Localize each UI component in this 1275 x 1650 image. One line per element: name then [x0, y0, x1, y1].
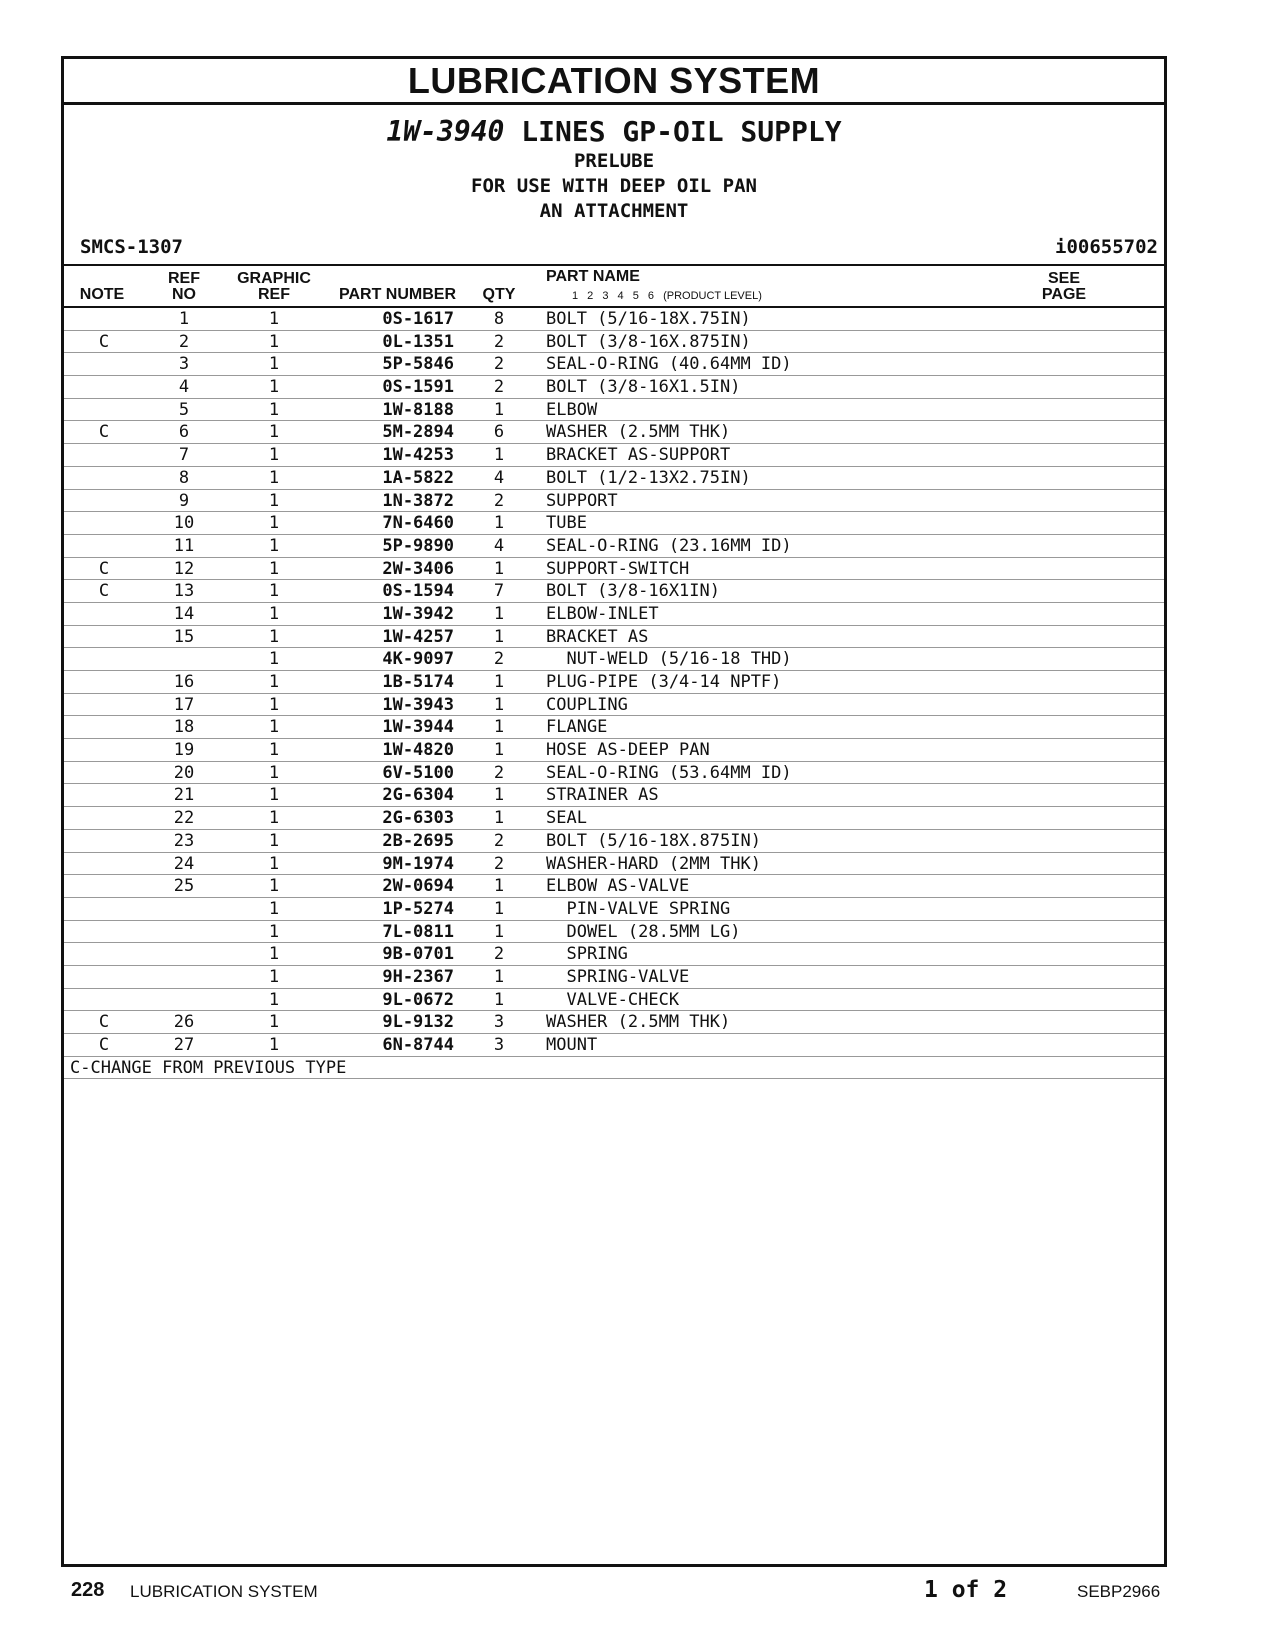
- graphic-ref-cell: 1: [268, 445, 280, 466]
- part-name-cell: SUPPORT: [546, 490, 618, 511]
- qty-cell: 1: [493, 445, 505, 466]
- ref-no-cell: 9: [178, 490, 190, 511]
- ref-no-cell: 10: [173, 513, 195, 534]
- table-row: [64, 989, 1164, 1012]
- ref-no-cell: 19: [173, 740, 195, 761]
- ref-no-cell: 3: [178, 354, 190, 375]
- table-row: [64, 853, 1164, 876]
- graphic-ref-cell: 1: [268, 649, 280, 670]
- graphic-ref-cell: 1: [268, 581, 280, 602]
- part-number-cell: 0S-1594: [382, 581, 454, 602]
- ref-no-cell: 22: [173, 808, 195, 829]
- qty-cell: 2: [493, 853, 505, 874]
- graphic-ref-cell: 1: [268, 921, 280, 942]
- part-name-cell: PIN-VALVE SPRING: [546, 898, 731, 919]
- ref-no-cell: 17: [173, 694, 195, 715]
- graphic-ref-cell: 1: [268, 762, 280, 783]
- table-row: [64, 784, 1164, 807]
- graphic-ref-cell: 1: [268, 422, 280, 443]
- graphic-ref-cell: 1: [268, 558, 280, 579]
- part-number-cell: 9L-9132: [382, 1012, 454, 1033]
- graphic-ref-cell: 1: [268, 966, 280, 987]
- ref-no-cell: 7: [178, 445, 190, 466]
- note-cell: C: [98, 558, 110, 579]
- part-name-cell: DOWEL (28.5MM LG): [546, 921, 741, 942]
- part-name-cell: BOLT (1/2-13X2.75IN): [546, 467, 751, 488]
- ref-no-cell: 25: [173, 876, 195, 897]
- graphic-ref-cell: 1: [268, 808, 280, 829]
- illustration-id: i00655702: [1055, 236, 1158, 258]
- part-name-cell: BOLT (3/8-16X1IN): [546, 581, 720, 602]
- graphic-ref-cell: 1: [268, 989, 280, 1010]
- table-row: [64, 444, 1164, 467]
- ref-no-cell: 16: [173, 672, 195, 692]
- part-name-cell: SEAL-O-RING (53.64MM ID): [546, 762, 792, 783]
- ref-no-cell: 27: [173, 1035, 195, 1055]
- table-row: [64, 762, 1164, 785]
- part-number-cell: 4K-9097: [382, 649, 454, 670]
- footer-section: LUBRICATION SYSTEM: [130, 1582, 318, 1601]
- graphic-ref-cell: 1: [268, 331, 280, 352]
- graphic-ref-cell: 1: [268, 717, 280, 738]
- note-cell: C: [98, 331, 110, 352]
- group-part-number: 1W-3940: [386, 115, 505, 148]
- graphic-ref-cell: 1: [268, 740, 280, 761]
- graphic-ref-cell: 1: [268, 785, 280, 806]
- part-number-cell: 2B-2695: [382, 830, 454, 851]
- table-row: [64, 830, 1164, 853]
- part-name-cell: SEAL-O-RING (23.16MM ID): [546, 535, 792, 556]
- qty-cell: 6: [493, 422, 505, 443]
- part-number-cell: 1W-4253: [382, 445, 454, 466]
- part-name-cell: SEAL-O-RING (40.64MM ID): [546, 354, 792, 375]
- ref-no-cell: 20: [173, 762, 195, 783]
- table-row: [64, 626, 1164, 649]
- part-number-cell: 5P-9890: [382, 535, 454, 556]
- table-row: [64, 694, 1164, 717]
- table-row: [64, 875, 1164, 898]
- graphic-ref-cell: 1: [268, 309, 280, 329]
- qty-cell: 1: [493, 808, 505, 829]
- table-row: [64, 467, 1164, 490]
- smcs-code: SMCS-1307: [80, 236, 183, 258]
- qty-cell: 1: [493, 626, 505, 647]
- subtitle-3: AN ATTACHMENT: [539, 200, 689, 222]
- parts-table-body: [64, 308, 1164, 1057]
- part-name-cell: MOUNT: [546, 1035, 598, 1055]
- table-row: [64, 399, 1164, 422]
- graphic-ref-cell: 1: [268, 1012, 280, 1033]
- part-name-cell: VALVE-CHECK: [546, 989, 680, 1010]
- footnote: [64, 1057, 1164, 1080]
- product-level-numbers: 1 2 3 4 5 6: [572, 290, 654, 302]
- product-level-label: (PRODUCT LEVEL): [663, 290, 762, 302]
- table-row: [64, 353, 1164, 376]
- ref-no-cell: 6: [178, 422, 190, 443]
- part-number-cell: 1W-8188: [382, 399, 454, 420]
- part-number-cell: 1P-5274: [382, 898, 454, 919]
- part-number-cell: 2G-6303: [382, 808, 454, 829]
- qty-cell: 2: [493, 649, 505, 670]
- part-number-cell: 1B-5174: [382, 672, 454, 692]
- part-number-cell: 0S-1617: [382, 309, 454, 329]
- ref-no-cell: 24: [173, 853, 195, 874]
- graphic-ref-cell: 1: [268, 898, 280, 919]
- part-number-cell: 2W-3406: [382, 558, 454, 579]
- table-row: [64, 921, 1164, 944]
- part-number-cell: 9B-0701: [382, 944, 454, 965]
- qty-cell: 3: [493, 1035, 505, 1055]
- qty-cell: 1: [493, 921, 505, 942]
- table-row: [64, 421, 1164, 444]
- part-number-cell: 1W-4820: [382, 740, 454, 761]
- part-number-cell: 0L-1351: [382, 331, 454, 352]
- part-name-cell: HOSE AS-DEEP PAN: [546, 740, 710, 761]
- graphic-ref-cell: 1: [268, 399, 280, 420]
- part-name-cell: BOLT (3/8-16X1.5IN): [546, 377, 741, 398]
- table-row: [64, 331, 1164, 354]
- graphic-ref-cell: 1: [268, 672, 280, 692]
- note-cell: C: [98, 581, 110, 602]
- part-number-cell: 1W-3943: [382, 694, 454, 715]
- table-row: [64, 535, 1164, 558]
- part-number-cell: 1N-3872: [382, 490, 454, 511]
- group-name: LINES GP-OIL SUPPLY: [521, 115, 842, 148]
- part-number-cell: 1A-5822: [382, 467, 454, 488]
- smcs-row: [64, 234, 1164, 266]
- note-cell: C: [98, 1012, 110, 1033]
- ref-no-cell: 18: [173, 717, 195, 738]
- col-ref-no-line1: REF: [168, 270, 200, 287]
- product-levels: [572, 290, 762, 302]
- part-number-cell: 5P-5846: [382, 354, 454, 375]
- table-row: [64, 376, 1164, 399]
- part-name-cell: WASHER (2.5MM THK): [546, 422, 731, 443]
- col-graphic-ref-line1: GRAPHIC: [237, 270, 311, 287]
- part-name-cell: WASHER (2.5MM THK): [546, 1012, 731, 1033]
- part-number-cell: 7N-6460: [382, 513, 454, 534]
- part-name-cell: FLANGE: [546, 717, 608, 738]
- table-row: [64, 603, 1164, 626]
- qty-cell: 1: [493, 876, 505, 897]
- part-name-cell: ELBOW-INLET: [546, 603, 659, 624]
- part-number-cell: 9L-0672: [382, 989, 454, 1010]
- graphic-ref-cell: 1: [268, 853, 280, 874]
- qty-cell: 2: [493, 762, 505, 783]
- ref-no-cell: 2: [178, 331, 190, 352]
- ref-no-cell: 26: [173, 1012, 195, 1033]
- graphic-ref-cell: 1: [268, 490, 280, 511]
- col-part-name: PART NAME: [546, 268, 640, 285]
- graphic-ref-cell: 1: [268, 694, 280, 715]
- graphic-ref-cell: 1: [268, 354, 280, 375]
- col-note: NOTE: [79, 286, 125, 303]
- qty-cell: 1: [493, 558, 505, 579]
- part-number-cell: 0S-1591: [382, 377, 454, 398]
- part-number-cell: 2W-0694: [382, 876, 454, 897]
- part-name-cell: SUPPORT-SWITCH: [546, 558, 690, 579]
- footer-document-id: SEBP2966: [1077, 1582, 1161, 1601]
- ref-no-cell: 23: [173, 830, 195, 851]
- graphic-ref-cell: 1: [268, 944, 280, 965]
- qty-cell: 2: [493, 354, 505, 375]
- group-title: [64, 115, 1164, 149]
- qty-cell: 3: [493, 1012, 505, 1033]
- ref-no-cell: 8: [178, 467, 190, 488]
- footer-sheet: 1 of 2: [924, 1577, 1008, 1603]
- graphic-ref-cell: 1: [268, 535, 280, 556]
- part-name-cell: SPRING: [546, 944, 628, 965]
- qty-cell: 1: [493, 603, 505, 624]
- table-row: [64, 739, 1164, 762]
- ref-no-cell: 13: [173, 581, 195, 602]
- part-number-cell: 6N-8744: [382, 1035, 454, 1055]
- col-ref-no-line2: NO: [172, 286, 196, 303]
- ref-no-cell: 4: [178, 377, 190, 398]
- graphic-ref-cell: 1: [268, 1035, 280, 1055]
- ref-no-cell: 14: [173, 603, 195, 624]
- qty-cell: 1: [493, 966, 505, 987]
- graphic-ref-cell: 1: [268, 603, 280, 624]
- part-number-cell: 6V-5100: [382, 762, 454, 783]
- graphic-ref-cell: 1: [268, 377, 280, 398]
- table-row: [64, 490, 1164, 513]
- table-row: [64, 966, 1164, 989]
- qty-cell: 1: [493, 717, 505, 738]
- part-name-cell: BOLT (3/8-16X.875IN): [546, 331, 751, 352]
- graphic-ref-cell: 1: [268, 830, 280, 851]
- table-row: [64, 1011, 1164, 1034]
- part-name-cell: WASHER-HARD (2MM THK): [546, 853, 761, 874]
- ref-no-cell: 15: [173, 626, 195, 647]
- part-number-cell: 9M-1974: [382, 853, 454, 874]
- part-name-cell: BRACKET AS: [546, 626, 649, 647]
- qty-cell: 1: [493, 898, 505, 919]
- part-number-cell: 7L-0811: [382, 921, 454, 942]
- subtitle-2: FOR USE WITH DEEP OIL PAN: [471, 175, 757, 197]
- ref-no-cell: 12: [173, 558, 195, 579]
- table-row: [64, 716, 1164, 739]
- part-number-cell: 1W-4257: [382, 626, 454, 647]
- table-row: [64, 558, 1164, 581]
- qty-cell: 1: [493, 672, 505, 692]
- qty-cell: 1: [493, 740, 505, 761]
- ref-no-cell: 1: [178, 309, 190, 329]
- part-number-cell: 1W-3942: [382, 603, 454, 624]
- table-row: [64, 580, 1164, 603]
- col-see-page-line2: PAGE: [1041, 286, 1087, 303]
- qty-cell: 1: [493, 989, 505, 1010]
- note-cell: C: [98, 422, 110, 443]
- table-header: [64, 266, 1164, 308]
- qty-cell: 4: [493, 535, 505, 556]
- part-name-cell: NUT-WELD (5/16-18 THD): [546, 649, 792, 670]
- qty-cell: 2: [493, 331, 505, 352]
- part-name-cell: SEAL: [546, 808, 587, 829]
- part-name-cell: ELBOW AS-VALVE: [546, 876, 690, 897]
- qty-cell: 2: [493, 490, 505, 511]
- qty-cell: 2: [493, 830, 505, 851]
- footer-page-number: 228: [71, 1579, 105, 1601]
- qty-cell: 1: [493, 399, 505, 420]
- ref-no-cell: 11: [173, 535, 195, 556]
- part-name-cell: PLUG-PIPE (3/4-14 NPTF): [546, 672, 782, 692]
- qty-cell: 1: [493, 694, 505, 715]
- ref-no-cell: 5: [178, 399, 190, 420]
- part-name-cell: BOLT (5/16-18X.875IN): [546, 830, 761, 851]
- qty-cell: 4: [493, 467, 505, 488]
- table-row: [64, 648, 1164, 671]
- footnote-text: C-CHANGE FROM PREVIOUS TYPE: [70, 1057, 347, 1078]
- graphic-ref-cell: 1: [268, 513, 280, 534]
- qty-cell: 2: [493, 377, 505, 398]
- graphic-ref-cell: 1: [268, 626, 280, 647]
- parts-list-frame: [61, 56, 1167, 1567]
- graphic-ref-cell: 1: [268, 467, 280, 488]
- table-row: [64, 671, 1164, 694]
- col-qty: QTY: [482, 286, 516, 303]
- qty-cell: 1: [493, 513, 505, 534]
- part-number-cell: 1W-3944: [382, 717, 454, 738]
- table-row: [64, 308, 1164, 331]
- part-name-cell: TUBE: [546, 513, 587, 534]
- subtitle-1: PRELUBE: [573, 150, 655, 172]
- ref-no-cell: 21: [173, 785, 195, 806]
- table-row: [64, 807, 1164, 830]
- col-graphic-ref-line2: REF: [258, 286, 290, 303]
- part-name-cell: BRACKET AS-SUPPORT: [546, 445, 731, 466]
- qty-cell: 2: [493, 944, 505, 965]
- note-cell: C: [98, 1035, 110, 1055]
- page-footer: [0, 1577, 1275, 1607]
- qty-cell: 1: [493, 785, 505, 806]
- page-title: LUBRICATION SYSTEM: [407, 60, 821, 101]
- part-name-cell: COUPLING: [546, 694, 628, 715]
- table-row: [64, 898, 1164, 921]
- graphic-ref-cell: 1: [268, 876, 280, 897]
- table-row: [64, 1034, 1164, 1057]
- part-name-cell: BOLT (5/16-18X.75IN): [546, 309, 751, 329]
- part-number-cell: 9H-2367: [382, 966, 454, 987]
- title-box: [64, 59, 1164, 105]
- table-row: [64, 943, 1164, 966]
- part-number-cell: 5M-2894: [382, 422, 454, 443]
- col-see-page-line1: SEE: [1047, 270, 1080, 287]
- col-part-number: PART NUMBER: [338, 286, 456, 303]
- part-name-cell: STRAINER AS: [546, 785, 659, 806]
- qty-cell: 8: [493, 309, 505, 329]
- part-name-cell: ELBOW: [546, 399, 598, 420]
- part-number-cell: 2G-6304: [382, 785, 454, 806]
- part-name-cell: SPRING-VALVE: [546, 966, 690, 987]
- table-row: [64, 512, 1164, 535]
- qty-cell: 7: [493, 581, 505, 602]
